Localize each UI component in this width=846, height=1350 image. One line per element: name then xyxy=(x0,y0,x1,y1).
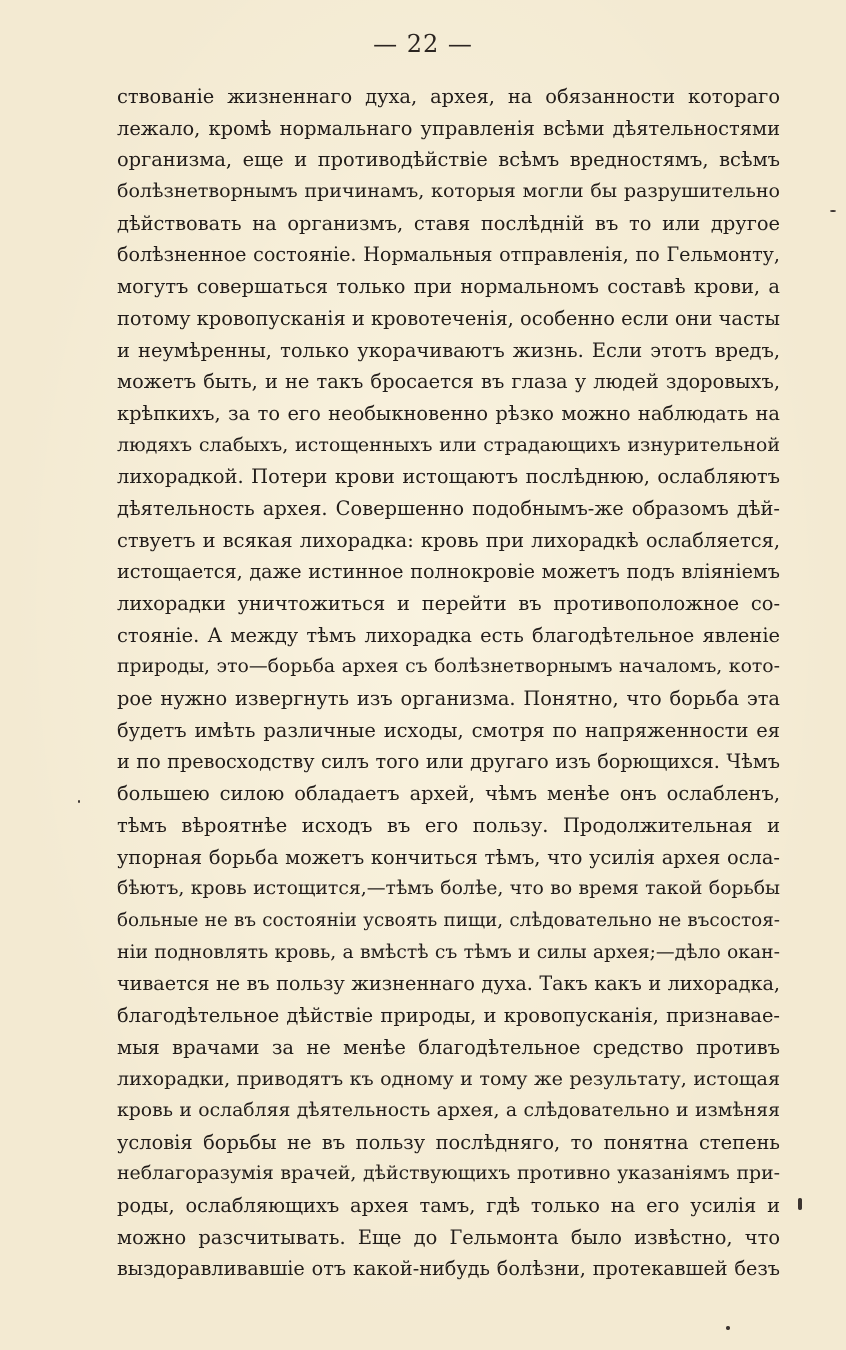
text-line: дѣятельность архея. Совершенно подобнымъ-же образомъ дѣй- xyxy=(117,496,780,520)
text-line: природы, это—борьба архея съ болѣзнетворнымъ началомъ, кото- xyxy=(117,656,780,678)
text-line: людяхъ слабыхъ, истощенныхъ или страдающихъ изнурительной xyxy=(117,433,780,456)
text-line: лихорадкой. Потери крови истощаютъ послѣднюю, ослабляютъ xyxy=(117,465,780,489)
text-line: ствованіе жизненнаго духа, архея, на обязанности котораго xyxy=(117,85,780,108)
text-line: чивается не въ пользу жизненнаго духа. Такъ какъ и лихорадка, xyxy=(117,972,780,996)
text-line: тѣмъ вѣроятнѣе исходъ въ его пользу. Продолжительная и xyxy=(117,813,780,837)
text-line: крѣпкихъ, за то его необыкновенно рѣзко можно наблюдать на xyxy=(117,401,780,425)
text-line: благодѣтельное дѣйствіе природы, и кровопусканія, признавае- xyxy=(117,1003,780,1027)
ink-speck xyxy=(78,800,80,803)
ink-speck xyxy=(830,210,836,212)
text-line: бѣютъ, кровь истощится,—тѣмъ болѣе, что во время такой борьбы xyxy=(117,878,780,900)
text-line: и по превосходству силъ того или другаго изъ борющихся. Чѣмъ xyxy=(117,750,780,774)
text-line: лихорадки уничтожиться и перейти въ противоположное со- xyxy=(117,592,780,615)
text-line: будетъ имѣть различные исходы, смотря по напряженности ея xyxy=(117,718,780,742)
text-line: ніи подновлять кровь, а вмѣстѣ съ тѣмъ и силы архея;—дѣло окан- xyxy=(117,941,780,963)
ink-speck xyxy=(726,1326,730,1330)
text-line: ствуетъ и всякая лихорадка: кровь при лихорадкѣ ослабляется, xyxy=(117,528,780,552)
text-line: потому кровопусканія и кровотеченія, особенно если они часты xyxy=(117,306,780,330)
text-line: истощается, даже истинное полнокровіе можетъ подъ вліяніемъ xyxy=(117,560,780,584)
text-line: больные не въ состояніи усвоять пищи, слѣдовательно не въсостоя- xyxy=(117,909,780,931)
text-line: можетъ быть, и не такъ бросается въ глаза у людей здоровыхъ, xyxy=(117,370,780,394)
text-line: болѣзненное состояніе. Нормальныя отправленія, по Гельмонту, xyxy=(117,243,780,267)
text-line: лежало, кромѣ нормальнаго управленія всѣми дѣятельностями xyxy=(117,116,780,140)
text-line: мыя врачами за не менѣе благодѣтельное средство противъ xyxy=(117,1035,780,1059)
text-line: болѣзнетворнымъ причинамъ, которыя могли бы разрушительно xyxy=(117,180,780,203)
text-line: большею силою обладаетъ архей, чѣмъ менѣе онъ ослабленъ, xyxy=(117,782,780,806)
text-line: и неумѣренны, только укорачиваютъ жизнь. Если этотъ вредъ, xyxy=(117,338,780,362)
text-line: стояніе. А между тѣмъ лихорадка есть благодѣтельное явленіе xyxy=(117,623,780,647)
ink-speck xyxy=(798,1198,802,1210)
text-line: организма, еще и противодѣйствіе всѣмъ вредностямъ, всѣмъ xyxy=(117,148,780,172)
text-line: упорная борьба можетъ кончиться тѣмъ, что усилія архея осла- xyxy=(117,845,780,869)
text-line: роды, ослабляющихъ архея тамъ, гдѣ только на его усилія и xyxy=(117,1194,780,1218)
page-number: — 22 — xyxy=(373,30,473,58)
text-line: выздоравливавшіе отъ какой-нибудь болѣзни, протекавшей безъ xyxy=(117,1257,780,1281)
text-line: кровь и ослабляя дѣятельность архея, а слѣдовательно и измѣняя xyxy=(117,1100,780,1121)
text-line: могутъ совершаться только при нормальномъ составѣ крови, а xyxy=(117,275,780,299)
body-text xyxy=(117,81,780,1285)
text-line: дѣйствовать на организмъ, ставя послѣдній въ то или другое xyxy=(117,211,780,235)
text-line: условія борьбы не въ пользу послѣдняго, то понятна степень xyxy=(117,1130,780,1154)
text-line: лихорадки, приводятъ къ одному и тому же результату, истощая xyxy=(117,1067,780,1091)
text-line: можно разсчитывать. Еще до Гельмонта было извѣстно, что xyxy=(117,1225,780,1249)
text-line: неблагоразумія врачей, дѣйствующихъ противно указаніямъ при- xyxy=(117,1163,780,1185)
text-line: рое нужно извергнуть изъ организма. Понятно, что борьба эта xyxy=(117,687,780,711)
